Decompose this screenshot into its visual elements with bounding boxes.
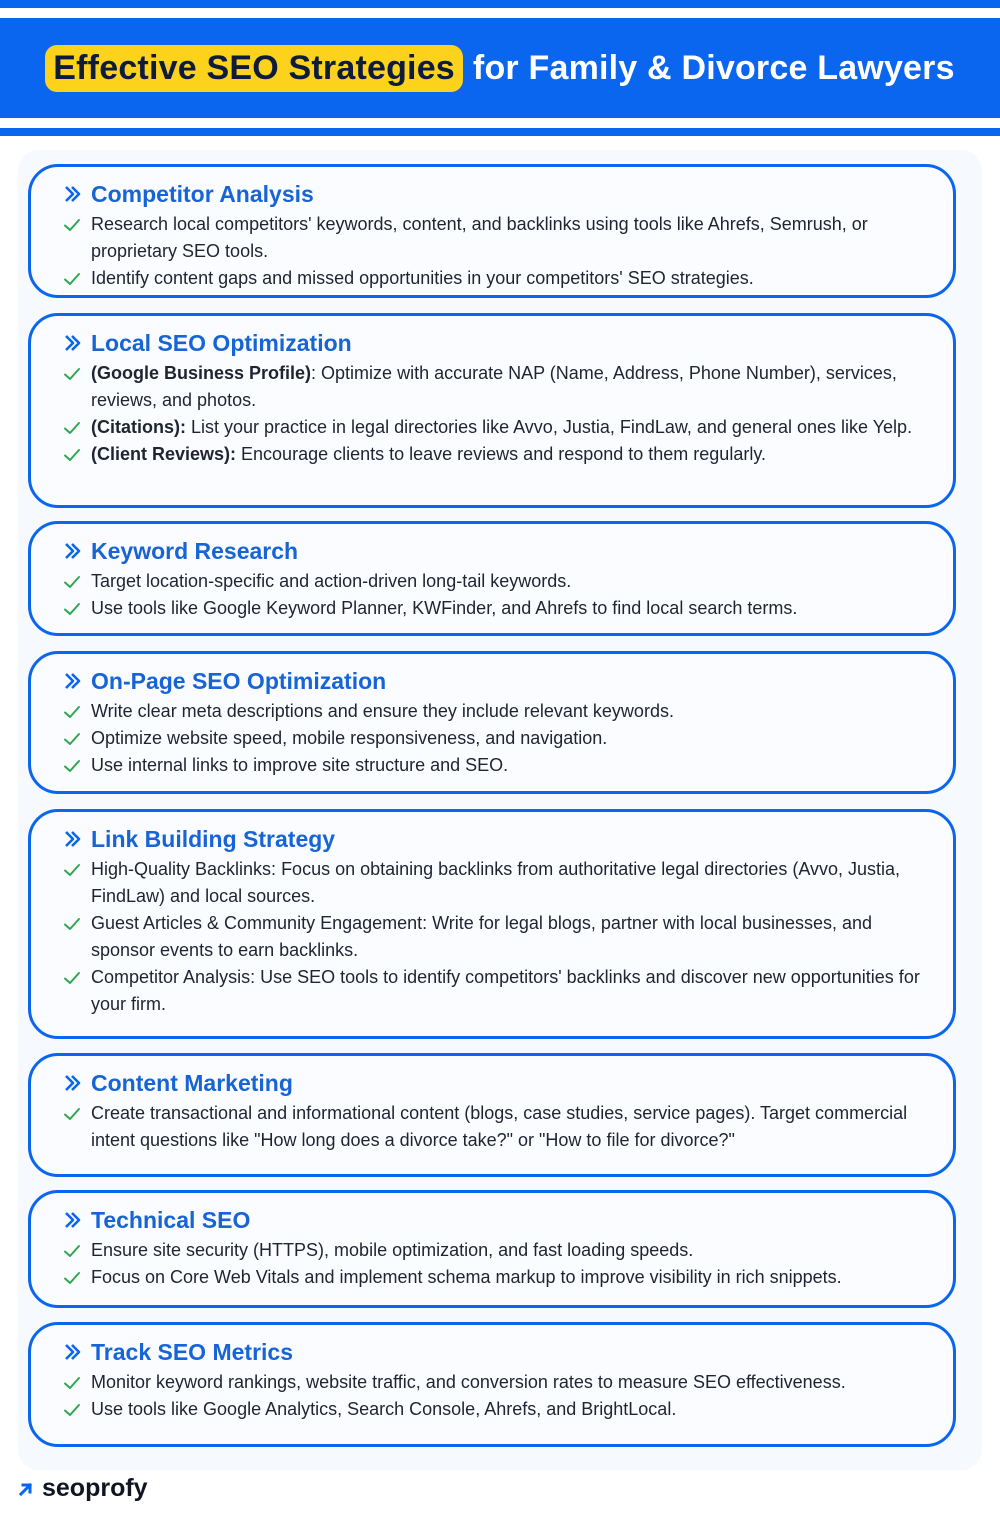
top-stripe <box>0 0 1000 8</box>
bullet-text <box>91 414 912 441</box>
check-icon <box>63 757 81 775</box>
section-title <box>63 328 929 358</box>
bullet-text <box>91 856 929 910</box>
bullet-text <box>91 1237 693 1264</box>
section-title-text: Track SEO Metrics <box>91 1339 293 1365</box>
bullet-item <box>63 964 929 1018</box>
section-card <box>28 1322 956 1447</box>
bullet-body: High-Quality Backlinks: Focus on obtaining backlinks from authoritative legal directories (Avvo, Justia, FindLaw) and local sources. <box>91 859 901 906</box>
section-title-text: On-Page SEO Optimization <box>91 668 387 694</box>
double-chevron-icon <box>63 541 83 561</box>
bullet-item <box>63 414 929 441</box>
bullet-body: Focus on Core Web Vitals and implement schema markup to improve visibility in rich snippets. <box>91 1267 842 1287</box>
bullet-item <box>63 1237 929 1264</box>
bullet-lead: (Google Business Profile) <box>91 363 312 383</box>
bullet-text <box>91 1100 929 1154</box>
bullet-text <box>91 1396 676 1423</box>
check-icon <box>63 1374 81 1392</box>
bullet-text <box>91 725 607 752</box>
check-icon <box>63 365 81 383</box>
title-rest: for Family & Divorce Lawyers <box>472 48 955 87</box>
section-title <box>63 1068 929 1098</box>
bullet-text <box>91 568 571 595</box>
double-chevron-icon <box>63 829 83 849</box>
bullet-text <box>91 964 929 1018</box>
section-title <box>63 1205 929 1235</box>
check-icon <box>63 703 81 721</box>
bullet-body: Target location-specific and action-driven long-tail keywords. <box>91 571 572 591</box>
bullet-body: Research local competitors' keywords, content, and backlinks using tools like Ahrefs, Semrush, or proprietary SEO tools. <box>91 214 868 261</box>
bullet-body: Identify content gaps and missed opportunities in your competitors' SEO strategies. <box>91 268 754 288</box>
section-title-text: Content Marketing <box>91 1070 293 1096</box>
section-card <box>28 1053 956 1177</box>
bullet-body: Use tools like Google Keyword Planner, KWFinder, and Ahrefs to find local search terms. <box>91 598 798 618</box>
bullet-text <box>91 910 929 964</box>
bullet-body: Ensure site security (HTTPS), mobile optimization, and fast loading speeds. <box>91 1240 694 1260</box>
bullet-text <box>91 211 929 265</box>
check-icon <box>63 915 81 933</box>
section-title-text: Competitor Analysis <box>91 181 314 207</box>
check-icon <box>63 419 81 437</box>
section-card <box>28 521 956 636</box>
bullet-text <box>91 595 797 622</box>
bullet-text <box>91 265 754 292</box>
bullet-item <box>63 595 929 622</box>
section-title <box>63 824 929 854</box>
brand-name: seoprofy <box>42 1474 148 1502</box>
check-icon <box>63 216 81 234</box>
bullet-body: : Optimize with accurate NAP (Name, Address, Phone Number), services, reviews, and photos. <box>91 363 897 410</box>
bullet-item <box>63 752 929 779</box>
bullet-body: Use internal links to improve site structure and SEO. <box>91 755 509 775</box>
bullet-body: Monitor keyword rankings, website traffic, and conversion rates to measure SEO effectiveness. <box>91 1372 846 1392</box>
check-icon <box>63 969 81 987</box>
title-highlight: Effective SEO Strategies <box>45 45 463 92</box>
section-title-text: Link Building Strategy <box>91 826 336 852</box>
double-chevron-icon <box>63 1342 83 1362</box>
arrow-up-right-icon <box>18 1481 34 1497</box>
bullet-text <box>91 698 674 725</box>
double-chevron-icon <box>63 671 83 691</box>
section-card <box>28 809 956 1039</box>
bullet-text <box>91 441 766 468</box>
bullet-item <box>63 1396 929 1423</box>
bullet-lead: (Client Reviews): <box>91 444 237 464</box>
bullet-body: Guest Articles & Community Engagement: Write for legal blogs, partner with local businesses, and sponsor events to earn backlinks. <box>91 913 873 960</box>
section-card <box>28 1190 956 1308</box>
bullet-item <box>63 360 929 414</box>
check-icon <box>63 1242 81 1260</box>
bullet-item <box>63 725 929 752</box>
section-title <box>63 666 929 696</box>
check-icon <box>63 446 81 464</box>
bullet-item <box>63 568 929 595</box>
bottom-stripe <box>0 128 1000 136</box>
bullet-body: Optimize website speed, mobile responsiveness, and navigation. <box>91 728 608 748</box>
bullet-item <box>63 211 929 265</box>
bullet-body: Competitor Analysis: Use SEO tools to identify competitors' backlinks and discover new opportunities for your firm. <box>91 967 920 1014</box>
bullet-body: List your practice in legal directories like Avvo, Justia, FindLaw, and general ones like Yelp. <box>185 417 913 437</box>
header-banner <box>0 18 1000 118</box>
bullet-body: Write clear meta descriptions and ensure they include relevant keywords. <box>91 701 674 721</box>
section-title <box>63 179 929 209</box>
bullet-body: Create transactional and informational content (blogs, case studies, service pages). Target commercial intent questions like "How long does a divorce take?" or "How to file for divorce?" <box>91 1103 908 1150</box>
bullet-lead: (Citations): <box>91 417 186 437</box>
bullet-text <box>91 360 929 414</box>
bullet-body: Encourage clients to leave reviews and respond to them regularly. <box>236 444 766 464</box>
check-icon <box>63 573 81 591</box>
double-chevron-icon <box>63 1210 83 1230</box>
bullet-text <box>91 1264 842 1291</box>
bullet-text <box>91 752 508 779</box>
double-chevron-icon <box>63 1073 83 1093</box>
bullet-item <box>63 265 929 292</box>
check-icon <box>63 1105 81 1123</box>
check-icon <box>63 730 81 748</box>
check-icon <box>63 270 81 288</box>
check-icon <box>63 861 81 879</box>
section-card <box>28 164 956 298</box>
double-chevron-icon <box>63 184 83 204</box>
bullet-body: Use tools like Google Analytics, Search Console, Ahrefs, and BrightLocal. <box>91 1399 677 1419</box>
section-title <box>63 1337 929 1367</box>
bullet-item <box>63 1369 929 1396</box>
bullet-item <box>63 1264 929 1291</box>
bullet-item <box>63 856 929 910</box>
section-title <box>63 536 929 566</box>
brand-logo <box>18 1474 148 1503</box>
section-card <box>28 313 956 508</box>
section-title-text: Local SEO Optimization <box>91 330 352 356</box>
bullet-item <box>63 1100 929 1154</box>
bullet-item <box>63 698 929 725</box>
check-icon <box>63 600 81 618</box>
bullet-item <box>63 441 929 468</box>
bullet-text <box>91 1369 846 1396</box>
bullet-item <box>63 910 929 964</box>
section-title-text: Keyword Research <box>91 538 299 564</box>
check-icon <box>63 1269 81 1287</box>
double-chevron-icon <box>63 333 83 353</box>
check-icon <box>63 1401 81 1419</box>
section-title-text: Technical SEO <box>91 1207 251 1233</box>
section-card <box>28 651 956 794</box>
